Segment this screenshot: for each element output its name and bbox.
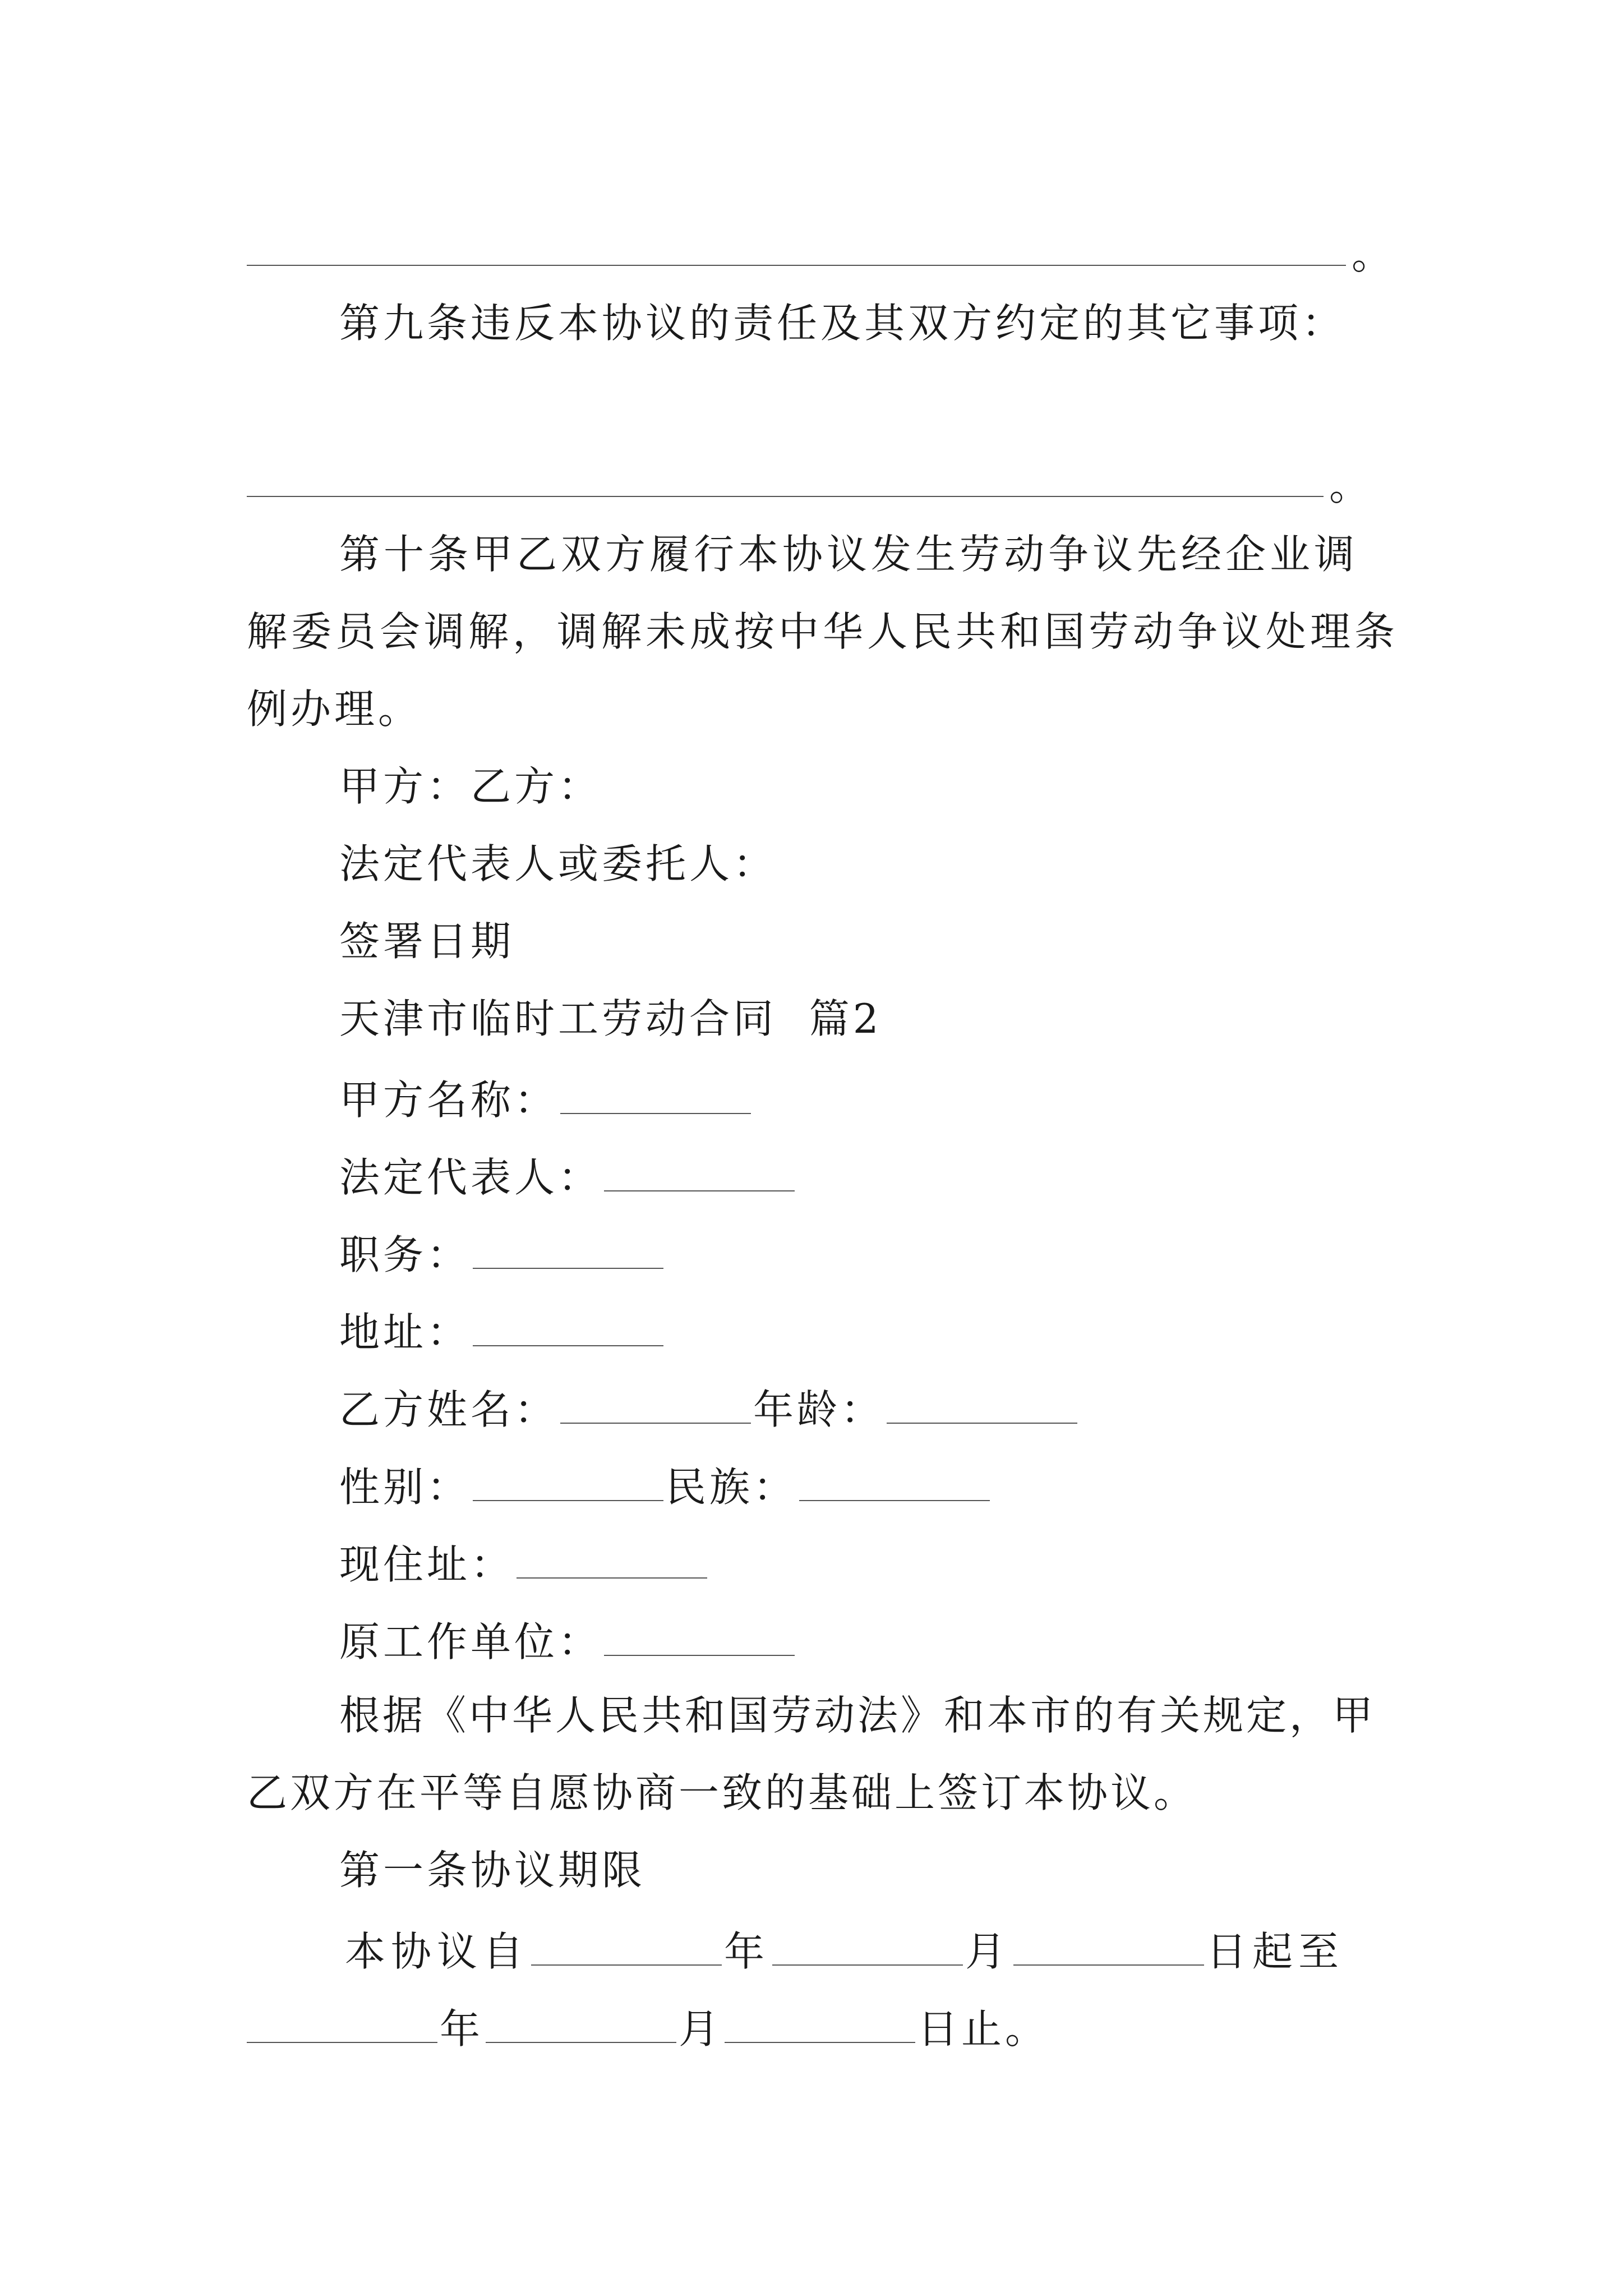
- former-employer-blank: [604, 1618, 795, 1656]
- month-label-2: 月: [679, 2005, 723, 2053]
- current-address-blank: [517, 1540, 707, 1579]
- section-title: 天津市临时工劳动合同 篇2: [339, 995, 882, 1042]
- age-blank: [887, 1386, 1077, 1424]
- gender-row: [339, 1463, 992, 1511]
- day-from-label: 日起至: [1206, 1928, 1345, 1975]
- term-row-2: [247, 2005, 1049, 2053]
- ethnicity-blank: [799, 1463, 990, 1501]
- term-row-1: [345, 1927, 1345, 1975]
- end-year-blank: [247, 2005, 437, 2043]
- former-employer-row: [339, 1618, 797, 1665]
- party-b-name-label: 乙方姓名：: [339, 1386, 559, 1433]
- party-b-name-blank: [560, 1386, 751, 1424]
- year-label-1: 年: [724, 1928, 771, 1975]
- fill-in-rule-2: [247, 495, 1324, 497]
- party-a-name-blank: [560, 1076, 751, 1114]
- start-month-blank: [772, 1927, 963, 1966]
- gender-label: 性别：: [339, 1464, 471, 1511]
- article-10-line-1: 第十条甲乙双方履行本协议发生劳动争议先经企业调: [339, 531, 1359, 578]
- current-address-row: [339, 1540, 709, 1588]
- legal-rep-label: 法定代表人：: [339, 1154, 602, 1201]
- day-to-label: 日止。: [917, 2005, 1049, 2053]
- age-label: 年龄：: [753, 1386, 885, 1433]
- term-prefix: 本协议自: [345, 1928, 529, 1975]
- party-line: 甲方：乙方：: [339, 763, 602, 810]
- position-row: [339, 1231, 666, 1278]
- address-blank: [473, 1308, 663, 1346]
- ethnicity-label: 民族：: [666, 1464, 797, 1511]
- position-label: 职务：: [339, 1231, 471, 1278]
- start-year-blank: [531, 1927, 722, 1966]
- article-10-line-3: 例办理。: [247, 685, 422, 733]
- month-label-1: 月: [965, 1928, 1012, 1975]
- current-address-label: 现住址：: [339, 1541, 515, 1588]
- party-a-name-label: 甲方名称：: [339, 1076, 559, 1124]
- end-month-blank: [486, 2005, 676, 2043]
- year-label-2: 年: [440, 2005, 484, 2053]
- basis-line-2: 乙双方在平等自愿协商一致的基础上签订本协议。: [247, 1769, 1197, 1816]
- basis-line-1: 根据《中华人民共和国劳动法》和本市的有关规定，甲: [339, 1692, 1376, 1739]
- article-1-title: 第一条协议期限: [339, 1847, 646, 1894]
- legal-rep-blank: [604, 1153, 795, 1191]
- article-9-text: 第九条违反本协议的责任及其双方约定的其它事项：: [339, 300, 1346, 347]
- fill-in-rule-1: [247, 264, 1346, 266]
- end-day-blank: [725, 2005, 915, 2043]
- party-b-row: [339, 1386, 1080, 1433]
- representative-line: 法定代表人或委托人：: [339, 840, 777, 887]
- start-day-blank: [1013, 1927, 1204, 1966]
- article-10-line-2: 解委员会调解，调解未成按中华人民共和国劳动争议处理条: [247, 608, 1399, 655]
- sign-date: 签署日期: [339, 918, 515, 965]
- gender-blank: [473, 1463, 663, 1501]
- address-row: [339, 1308, 666, 1356]
- end-mark-2: 。: [1329, 462, 1370, 509]
- former-employer-label: 原工作单位：: [339, 1618, 602, 1665]
- end-mark-1: 。: [1352, 231, 1393, 278]
- party-a-name-row: [339, 1076, 753, 1124]
- position-blank: [473, 1231, 663, 1269]
- legal-rep-row: [339, 1153, 797, 1201]
- address-label: 地址：: [339, 1309, 471, 1356]
